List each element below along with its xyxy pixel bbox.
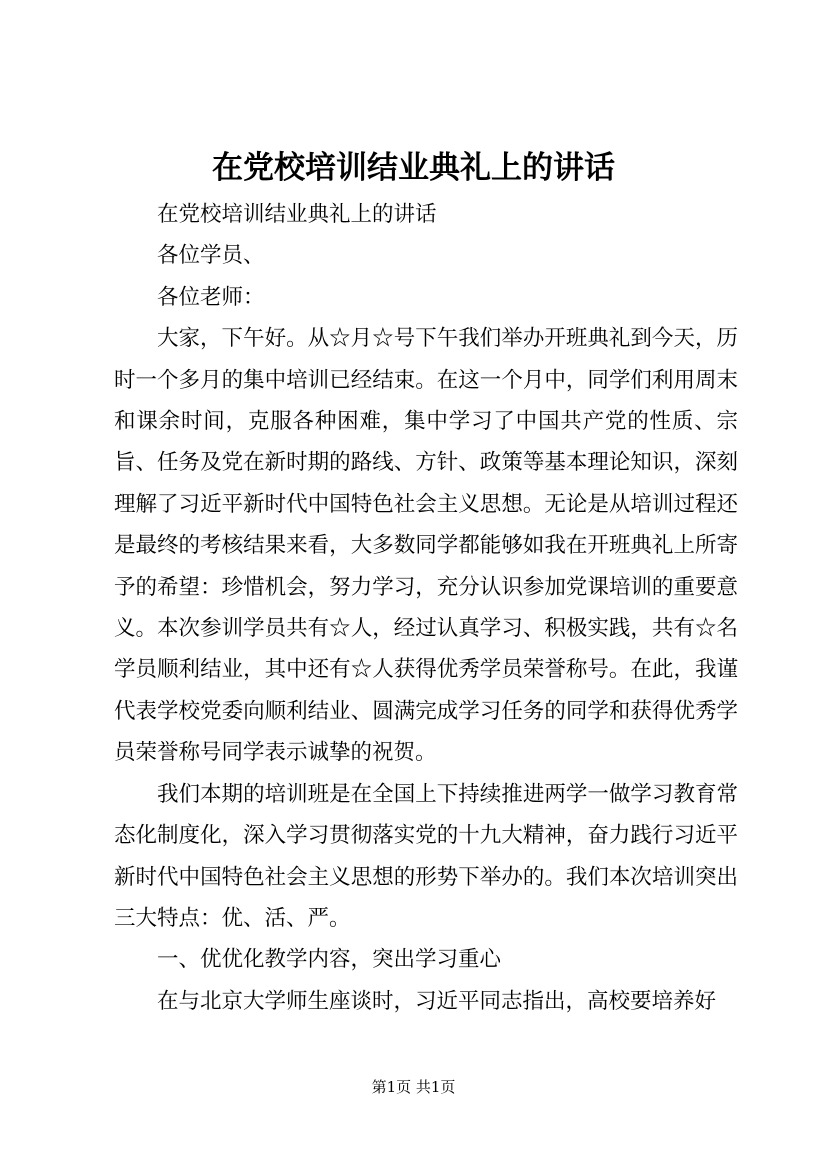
paragraph-section-heading: 一、优优化教学内容，突出学习重心 [157,947,502,973]
page-footer: 第1页 共1页 [371,1078,456,1096]
paragraph-background: 我们本期的培训班是在全国上下持续推进两学一做学习教育常态化制度化，深入学习贯彻落实党的十九大精神，奋力践行习近平新时代中国特色社会主义思想的形势下举办的。我们本次培训突出三大特点：优、活、严。 [114,781,738,931]
paragraph-salutation-teachers: 各位老师： [157,284,265,310]
paragraph-section-body: 在与北京大学师生座谈时，习近平同志指出，高校要培养好 [157,988,717,1014]
document-body [114,194,738,1022]
paragraph-salutation-students: 各位学员、 [157,243,265,269]
paragraph-subtitle: 在党校培训结业典礼上的讲话 [157,202,437,227]
paragraph-opening: 大家，下午好。从☆月☆号下午我们举办开班典礼到今天，历时一个多月的集中培训已经结束。在这一个月中，同学们利用周末和课余时间，克服各种困难，集中学习了中国共产党的性质、宗旨、任务及党在新时期的路线、方针、政策等基本理论知识，深刻理解了习近平新时代中国特色社会主义思想。无论是从培训过程还是最终的考核结果来看，大多数同学都能够如我在开班典礼上所寄予的希望：珍惜机会，努力学习，充分认识参加党课培训的重要意义。本次参训学员共有☆人，经过认真学习、积极实践，共有☆名学员顺利结业，其中还有☆人获得优秀学员荣誉称号。在此，我谨代表学校党委向顺利结业、圆满完成学习任务的同学和获得优秀学员荣誉称号同学表示诚挚的祝贺。 [114,326,738,766]
document-title: 在党校培训结业典礼上的讲话 [212,150,615,186]
